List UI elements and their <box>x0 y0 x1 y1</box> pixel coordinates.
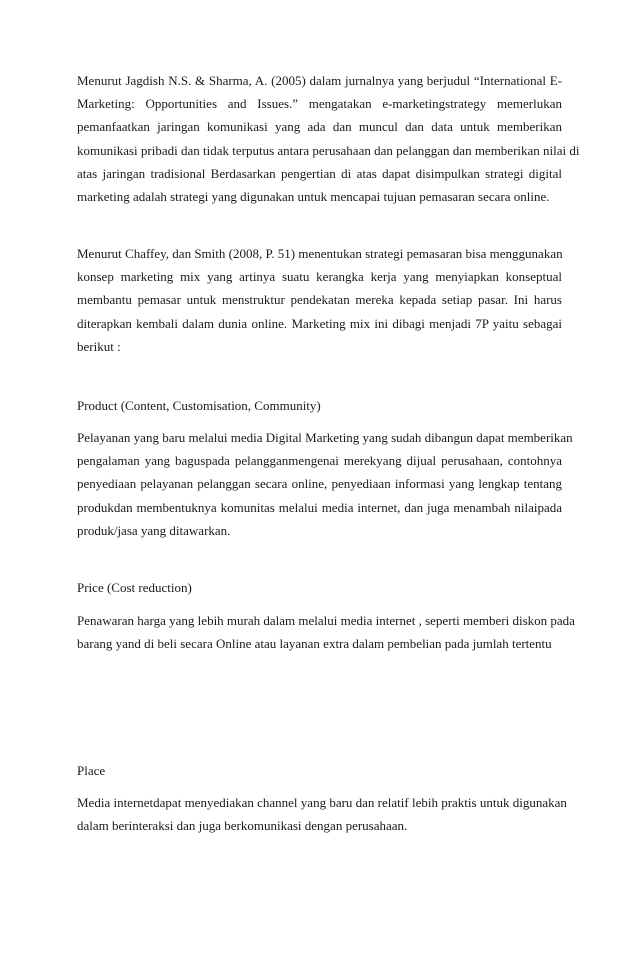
text-line: Menurut Jagdish N.S. & Sharma, A. (2005) dalam jurnalnya yang berjudul “International E- <box>77 73 562 88</box>
text-line: Menurut Chaffey, dan Smith (2008, P. 51) menentukan strategi pemasaran bisa menggunakan <box>77 246 563 261</box>
section-heading: Place <box>77 763 106 778</box>
paragraph-place <box>77 791 567 837</box>
heading-price <box>77 576 562 599</box>
text-line: pemanfaatkan jaringan komunikasi yang ada dan muncul dan data untuk memberikan <box>77 119 562 135</box>
paragraph-product <box>77 426 573 542</box>
text-line: marketing adalah strategi yang digunakan untuk mencapai tujuan pemasaran secara online. <box>77 188 550 204</box>
text-line: penyediaan pelayanan pelanggan secara online, penyediaan informasi yang lengkap tentang <box>77 476 562 492</box>
section-heading: Price (Cost reduction) <box>77 580 192 595</box>
paragraph-price <box>77 609 575 655</box>
paragraph-jagdish-sharma <box>77 69 580 208</box>
heading-place <box>77 759 562 782</box>
text-line: diterapkan kembali dalam dunia online. Marketing mix ini dibagi menjadi 7P yaitu sebagai <box>77 315 562 331</box>
text-line: konsep marketing mix yang artinya suatu kerangka kerja yang menyiapkan konseptual <box>77 269 562 285</box>
text-line: produk/jasa yang ditawarkan. <box>77 522 231 538</box>
text-line: membantu pemasar untuk menstruktur pendekatan mereka kepada setiap pasar. Ini harus <box>77 292 562 308</box>
text-line: dalam berinteraksi dan juga berkomunikasi dengan perusahaan. <box>77 818 408 834</box>
section-heading: Product (Content, Customisation, Community) <box>77 398 321 413</box>
paragraph-chaffey-smith <box>77 242 562 358</box>
text-line: Media internetdapat menyediakan channel yang baru dan relatif lebih praktis untuk digunakan <box>77 795 567 810</box>
text-line: Penawaran harga yang lebih murah dalam melalui media internet , seperti memberi diskon pada <box>77 613 575 628</box>
text-line: berikut : <box>77 338 121 354</box>
text-line: produkdan membentuknya komunitas melalui media internet, dan juga menambah nilaipada <box>77 499 562 515</box>
text-line: barang yand di beli secara Online atau layanan extra dalam pembelian pada jumlah tertentu <box>77 636 552 652</box>
text-line: pengalaman yang baguspada pelangganmengenai merekyang dijual perusahaan, contohnya <box>77 453 562 469</box>
text-line: Marketing: Opportunities and Issues.” mengatakan e-marketingstrategy memerlukan <box>77 96 562 112</box>
text-line: atas jaringan tradisional Berdasarkan pengertian di atas dapat disimpulkan strategi digital <box>77 165 562 181</box>
text-line: komunikasi pribadi dan tidak terputus antara perusahaan dan pelanggan dan memberikan nilai di <box>77 142 580 158</box>
text-line: Pelayanan yang baru melalui media Digital Marketing yang sudah dibangun dapat memberikan <box>77 430 573 445</box>
heading-product <box>77 394 562 417</box>
